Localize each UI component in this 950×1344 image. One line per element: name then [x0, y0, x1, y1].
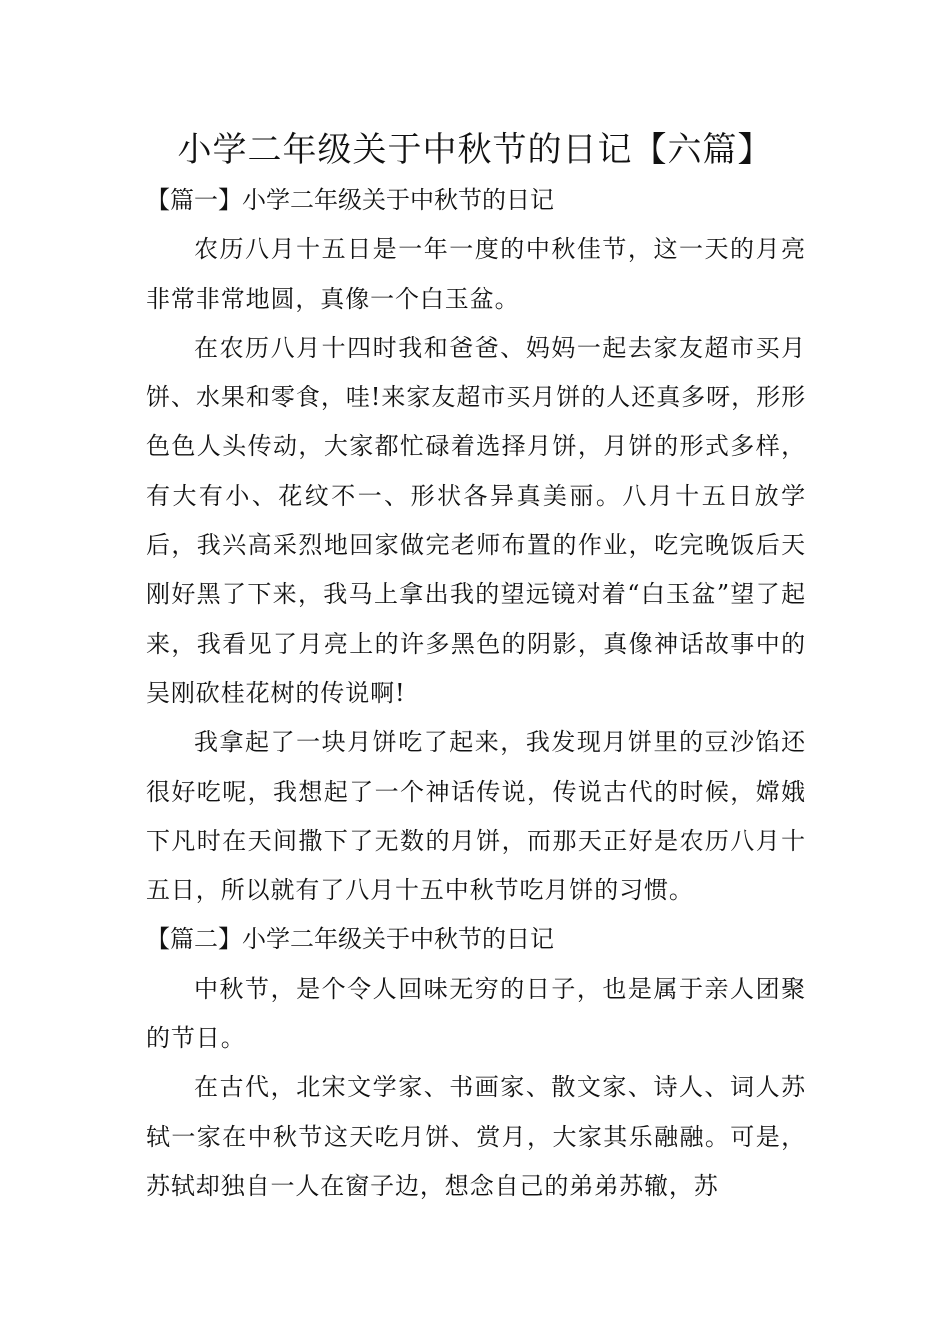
paragraph: 中秋节，是个令人回味无穷的日子，也是属于亲人团聚的节日。: [146, 974, 806, 1053]
paragraph: 在古代，北宋文学家、书画家、散文家、诗人、词人苏轼一家在中秋节这天吃月饼、赏月，大家其乐融融。可是，苏轼却独自一人在窗子边，想念自己的弟弟苏辙，苏: [146, 1073, 806, 1200]
document-title: 小学二年级关于中秋节的日记【六篇】: [177, 130, 773, 170]
paragraph: 在农历八月十四时我和爸爸、妈妈一起去家友超市买月饼、水果和零食，哇!来家友超市买月饼的人还真多呀，形形色色人头传动，大家都忙碌着选择月饼，月饼的形式多样，有大有小、花纹不一、形状各异真美丽。八月十五日放学后，我兴高采烈地回家做完老师布置的作业，吃完晚饭后天刚好黑了下来，我马上拿出我的望远镜对着“白玉盆”望了起来，我看见了月亮上的许多黑色的阴影，真像神话故事中的吴刚砍桂花树的传说啊!: [146, 333, 806, 707]
paragraph: 农历八月十五日是一年一度的中秋佳节，这一天的月亮非常非常地圆，真像一个白玉盆。: [146, 235, 806, 313]
section-heading: 【篇二】小学二年级关于中秋节的日记: [146, 925, 554, 954]
section-1: [146, 176, 806, 915]
paragraph: 我拿起了一块月饼吃了起来，我发现月饼里的豆沙馅还很好吃呢，我想起了一个神话传说，传说古代的时候，嫦娥下凡时在天间撒下了无数的月饼，而那天正好是农历八月十五日，所以就有了八月十五中秋节吃月饼的习惯。: [146, 728, 806, 905]
document-body: [146, 176, 806, 1211]
section-2: [146, 915, 806, 1211]
section-heading: 【篇一】小学二年级关于中秋节的日记: [146, 186, 554, 214]
